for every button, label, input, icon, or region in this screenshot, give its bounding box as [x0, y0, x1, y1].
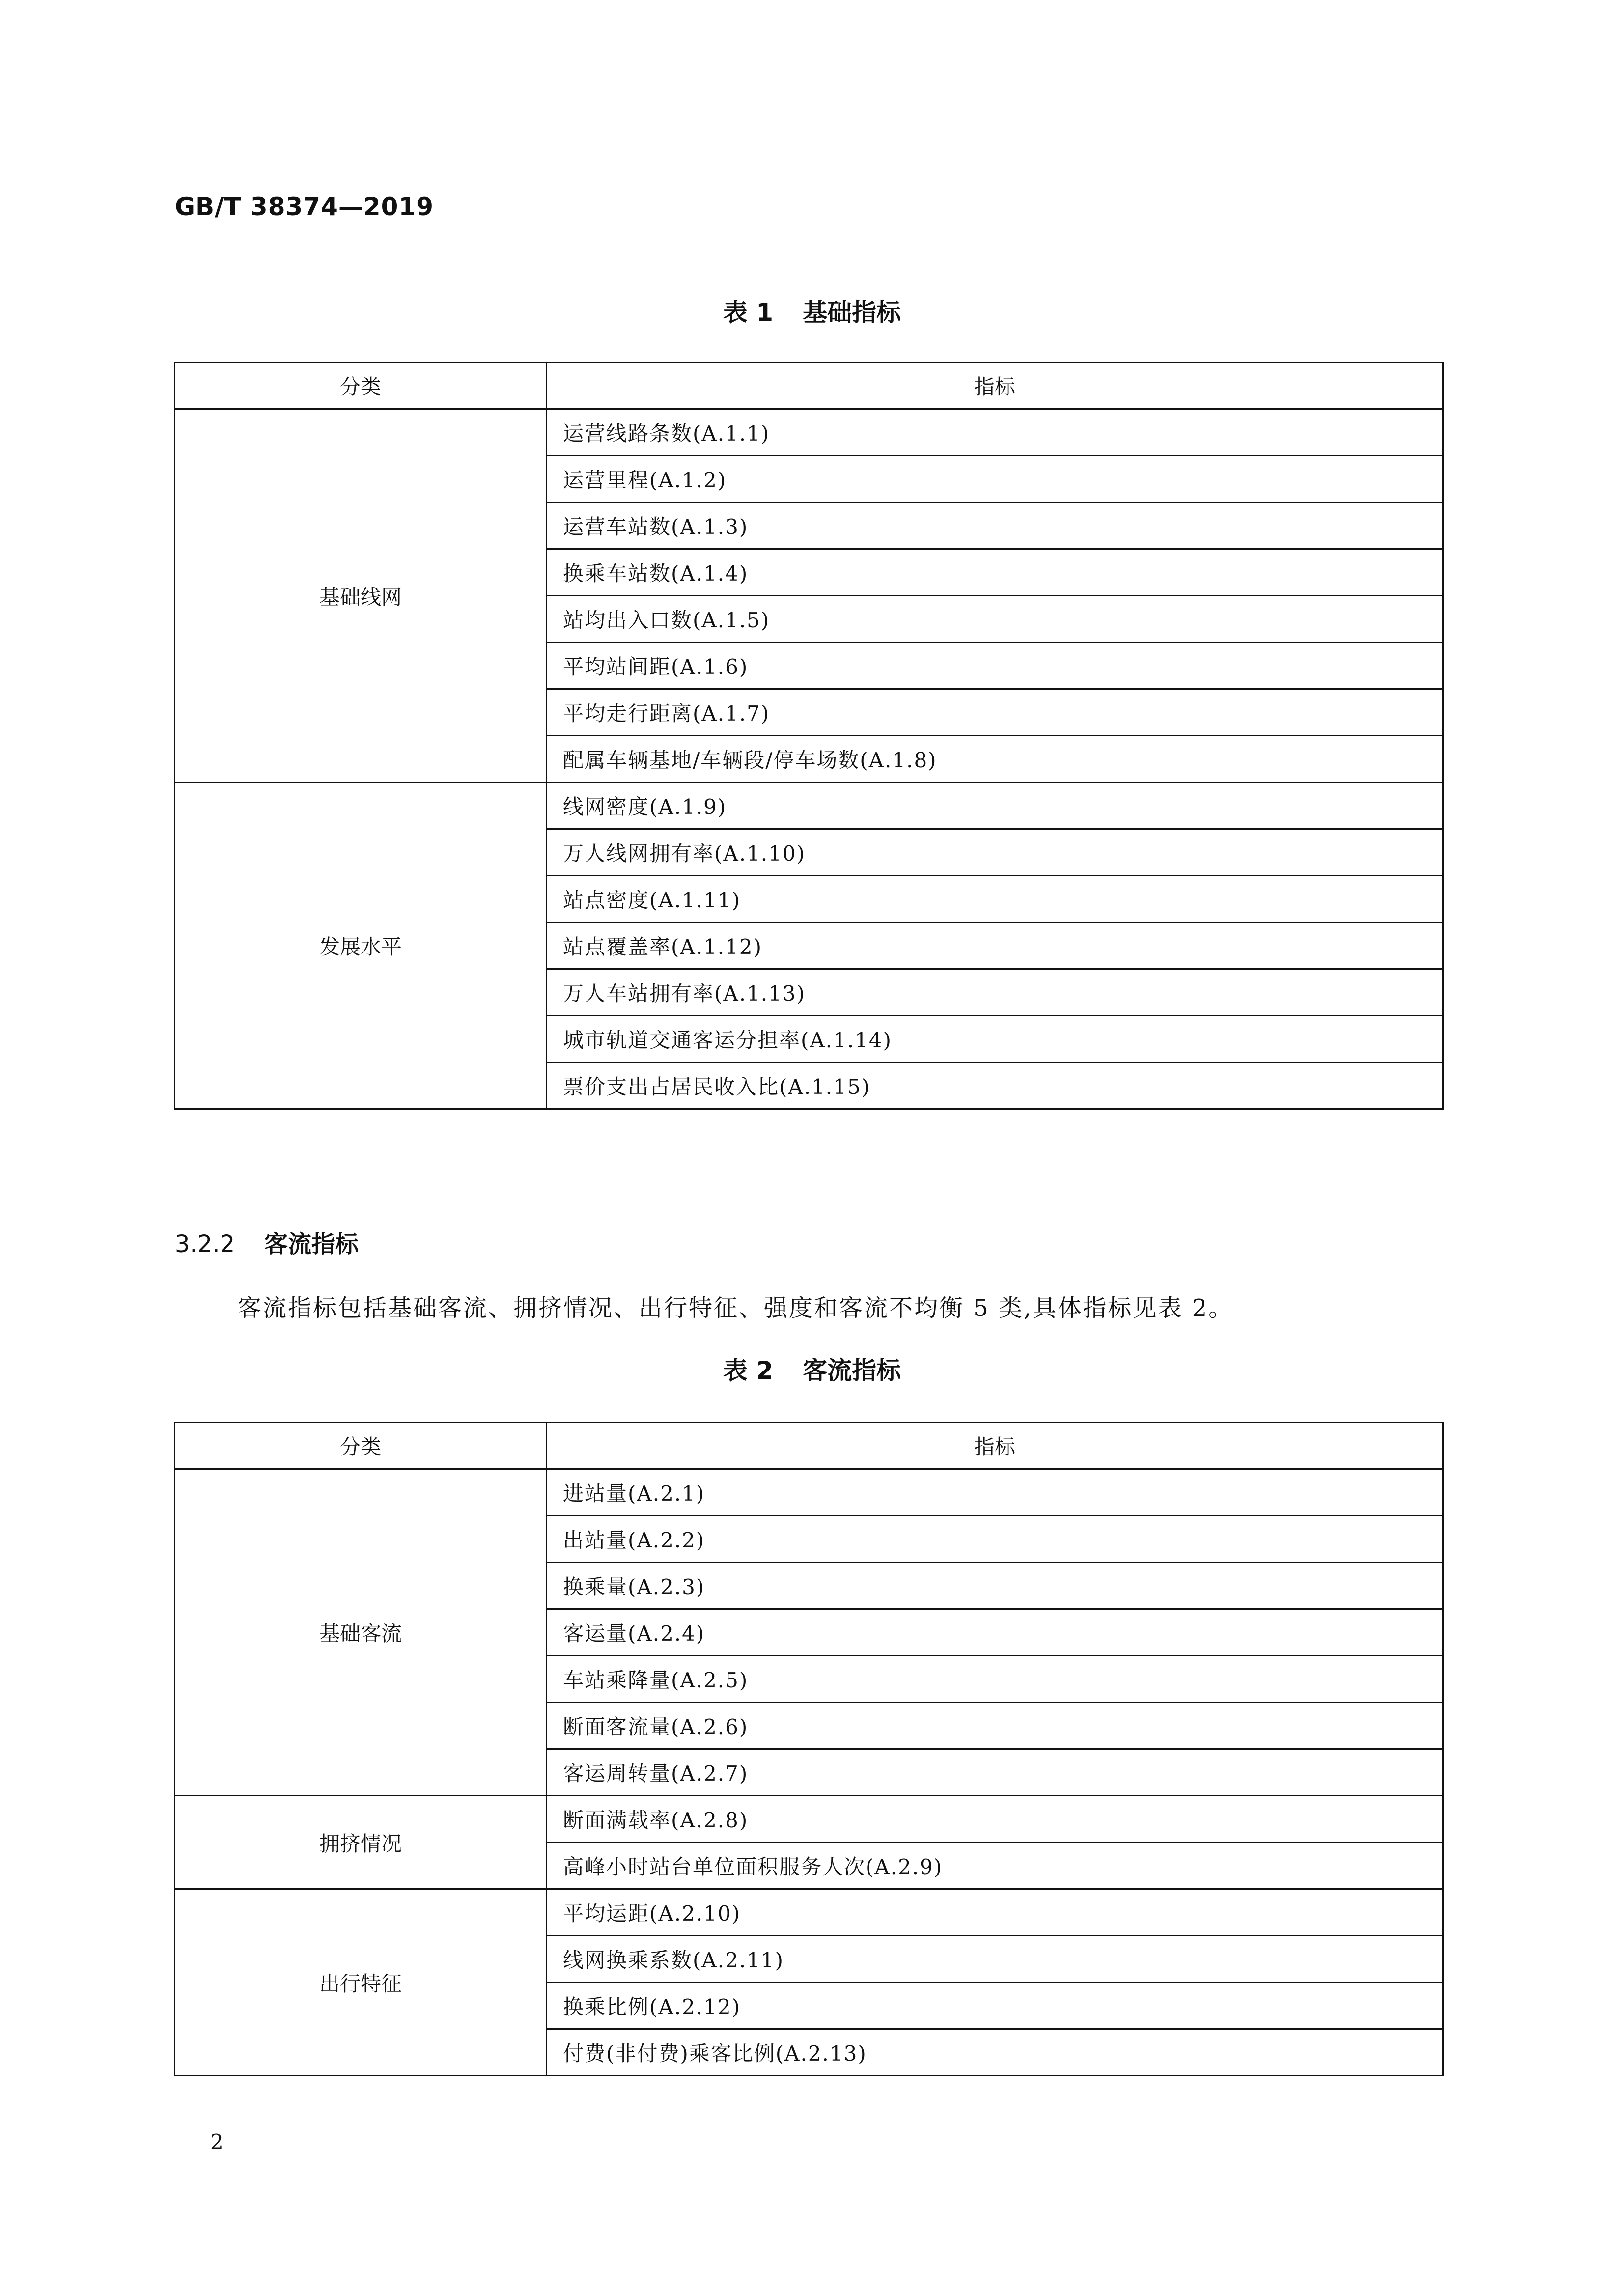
- table-header-row: [175, 363, 1443, 409]
- indicator-cell: 站点密度(A.1.11): [547, 876, 1443, 923]
- page-number: 2: [210, 2130, 224, 2154]
- column-header-category: 分类: [175, 363, 547, 409]
- indicator-cell: 换乘比例(A.2.12): [547, 1983, 1443, 2029]
- indicator-cell: 付费(非付费)乘客比例(A.2.13): [547, 2029, 1443, 2076]
- category-cell: 拥挤情况: [175, 1796, 547, 1889]
- category-cell: 发展水平: [175, 783, 547, 1109]
- table-2-caption: [0, 1351, 1624, 1386]
- indicator-cell: 配属车辆基地/车辆段/停车场数(A.1.8): [547, 736, 1443, 783]
- indicator-cell: 换乘量(A.2.3): [547, 1563, 1443, 1609]
- indicator-cell: 客运周转量(A.2.7): [547, 1749, 1443, 1796]
- table-header-row: [175, 1423, 1443, 1469]
- indicator-cell: 出站量(A.2.2): [547, 1516, 1443, 1563]
- section-paragraph: 客流指标包括基础客流、拥挤情况、出行特征、强度和客流不均衡 5 类,具体指标见表 2。: [238, 1294, 1234, 1322]
- category-cell: 出行特征: [175, 1889, 547, 2076]
- indicator-cell: 票价支出占居民收入比(A.1.15): [547, 1063, 1443, 1109]
- table-1-caption-number: 表 1: [723, 298, 774, 327]
- table-row: [175, 783, 1443, 829]
- indicator-cell: 平均站间距(A.1.6): [547, 643, 1443, 689]
- indicator-cell: 城市轨道交通客运分担率(A.1.14): [547, 1016, 1443, 1063]
- indicator-cell: 万人车站拥有率(A.1.13): [547, 969, 1443, 1016]
- section-title: 客流指标: [264, 1231, 359, 1258]
- table-row: [175, 1469, 1443, 1516]
- indicator-cell: 高峰小时站台单位面积服务人次(A.2.9): [547, 1843, 1443, 1889]
- indicator-cell: 进站量(A.2.1): [547, 1469, 1443, 1516]
- table-row: [175, 1796, 1443, 1843]
- indicator-cell: 换乘车站数(A.1.4): [547, 549, 1443, 596]
- column-header-indicator: 指标: [547, 363, 1443, 409]
- indicator-cell: 万人线网拥有率(A.1.10): [547, 829, 1443, 876]
- category-cell: 基础线网: [175, 409, 547, 783]
- table-row: [175, 1889, 1443, 1936]
- document-code: GB/T 38374—2019: [175, 193, 434, 221]
- table-2-passenger-flow-indicators: [174, 1422, 1444, 2076]
- indicator-cell: 运营里程(A.1.2): [547, 456, 1443, 503]
- section-number: 3.2.2: [175, 1231, 235, 1258]
- indicator-cell: 车站乘降量(A.2.5): [547, 1656, 1443, 1703]
- indicator-cell: 站均出入口数(A.1.5): [547, 596, 1443, 643]
- column-header-indicator: 指标: [547, 1423, 1443, 1469]
- indicator-cell: 断面满载率(A.2.8): [547, 1796, 1443, 1843]
- category-cell: 基础客流: [175, 1469, 547, 1796]
- indicator-cell: 平均走行距离(A.1.7): [547, 689, 1443, 736]
- indicator-cell: 线网换乘系数(A.2.11): [547, 1936, 1443, 1983]
- table-1-basic-indicators: [174, 362, 1444, 1110]
- section-heading: [175, 1225, 359, 1259]
- indicator-cell: 运营线路条数(A.1.1): [547, 409, 1443, 456]
- indicator-cell: 客运量(A.2.4): [547, 1609, 1443, 1656]
- table-2-caption-title: 客流指标: [803, 1356, 901, 1385]
- indicator-cell: 断面客流量(A.2.6): [547, 1703, 1443, 1749]
- table-1-caption-title: 基础指标: [803, 298, 901, 327]
- table-row: [175, 409, 1443, 456]
- table-1-caption: [0, 293, 1624, 328]
- indicator-cell: 站点覆盖率(A.1.12): [547, 923, 1443, 969]
- indicator-cell: 线网密度(A.1.9): [547, 783, 1443, 829]
- indicator-cell: 运营车站数(A.1.3): [547, 503, 1443, 549]
- table-2-caption-number: 表 2: [723, 1356, 774, 1385]
- indicator-cell: 平均运距(A.2.10): [547, 1889, 1443, 1936]
- column-header-category: 分类: [175, 1423, 547, 1469]
